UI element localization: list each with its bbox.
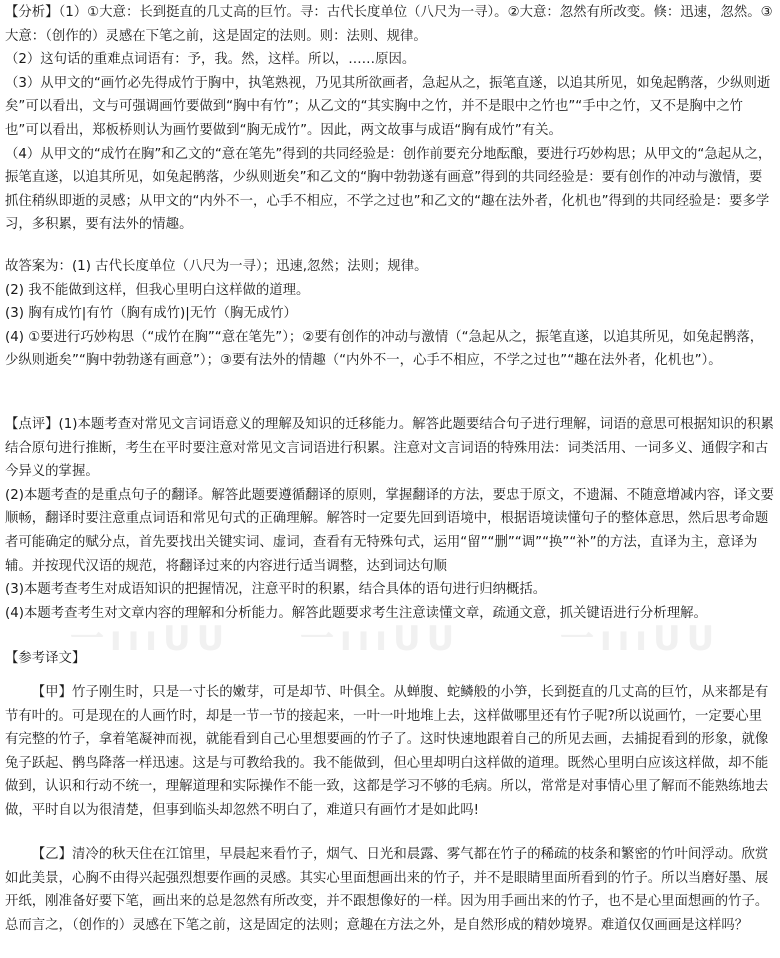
translation-yi-text: 【乙】清冷的秋天住在江馆里，早晨起来看竹子，烟气、日光和晨露、雾气都在竹子的稀疏的枝条和繁密的竹叶间浮动。欣赏如此美景，心胸不由得兴起强烈想要作画的灵感。其实心里面想画出来的竹子，并不是眼睛里面所看到的竹子。所以当磨好墨、展开纸，刚准备好要下笔，画出来的总是忽然有所改变，并不跟想像好的一样。因为用手画出来的竹子，也不是心里面想画的竹子。总而言之，（创作的）灵感在下笔之前，这是固定的法则；意趣在方法之外，是自然形成的精妙境界。难道仅仅画画是这样吗？	[5, 847, 769, 933]
answer-section	[5, 255, 774, 373]
comment-point-3: (3)本题考查考生对成语知识的把握情况，注意平时的积累，结合具体的语句进行归纳概括。	[5, 582, 547, 598]
translation-yi	[5, 843, 774, 937]
translation-heading-text: 【参考译文】	[5, 651, 86, 666]
comment-point-2: (2)本题考查的是重点句子的翻译。解答此题要遵循翻译的原则，掌握翻译的方法，要忠于原文，不遗漏、不随意增减内容，译文要顺畅，翻译时要注意重点词语和常见句式的正确理解。解答时一定要先回到语境中，根据语境读懂句子的整体意思，然后思考命题者可能确定的赋分点，首先要找出关键实词、虚词，查看有无特殊句式，运用“留”“删”“调”“换”“补”的方法，直译为主，意译为辅。并按现代汉语的规范，将翻译过来的内容进行适当调整，达到词达句顺	[5, 487, 774, 574]
analysis-point-1: 【分析】（1）①大意：长到挺直的几丈高的巨竹。寻：古代长度单位（八尺为一寻）。②大意：忽然有所改变。倏：迅速，忽然。③大意：（创作的）灵感在下笔之前，这是固定的法则。则：法则、规律。	[5, 5, 773, 44]
analysis-point-4: （4）从甲文的“成竹在胸”和乙文的“意在笔先”得到的共同经验是：创作前要充分地酝酿，要进行巧妙构思；从甲文的“急起从之，振笔直遂，以追其所见，如兔起鹘落，少纵则逝矣”和乙文的“胸中勃勃遂有画意”得到的共同经验是：要有创作的冲动与激情，要抓住稍纵即逝的灵感；从甲文的“内外不一，心手不相应，不学之过也”和乙文的“趣在法外者，化机也”得到的共同经验是：要多学习，多积累，要有法外的情趣。	[5, 146, 772, 233]
analysis-point-3: （3）从甲文的“画竹必先得成竹于胸中，执笔熟视，乃见其所欲画者，急起从之，振笔直遂，以追其所见，如兔起鹘落，少纵则逝矣”可以看出，文与可强调画竹要做到“胸中有竹”；从乙文的“其实胸中之竹，并不是眼中之竹也”“手中之竹，又不是胸中之竹也”可以看出，郑板桥则认为画竹要做到“胸无成竹”。因此，两文故事与成语“胸有成竹”有关。	[5, 75, 771, 138]
translation-jia-text: 【甲】竹子刚生时，只是一寸长的嫩芽，可是却节、叶俱全。从蝉腹、蛇鳞般的小笋，长到挺直的几丈高的巨竹，从来都是有节有叶的。可是现在的人画竹时，却是一节一节的接起来，一叶一叶地堆上去，这样做哪里还有竹子呢?所以说画竹，一定要心里有完整的竹子，拿着笔凝神而视，就能看到自己心里想要画的竹子了。这时快速地跟着自己的所见去画，去捕捉看到的形象，就像兔子跃起、鹘鸟降落一样迅速。这是与可教给我的。我不能做到，但心里却明白这样做的道理。既然心里明白应该这样做，却不能做到，认识和行动不统一，理解道理和实际操作不能一致，这都是学习不够的毛病。所以，常常是对事情心里了解而不能熟练地去做，平时自以为很清楚，但事到临头却忽然不明白了，难道只有画竹才是如此吗!	[5, 685, 769, 818]
translation-heading	[5, 647, 774, 671]
watermark-text: 一ıııUU	[560, 619, 721, 659]
comment-point-1: 【点评】(1)本题考查对常见文言词语意义的理解及知识的迁移能力。解答此题要结合句子进行理解，词语的意思可根据知识的积累结合原句进行推断，考生在平时要注意对常见文言词语进行积累。注意对文言词语的特殊用法：词类活用、一词多义、通假字和古今异义的掌握。	[5, 417, 774, 480]
watermark-text: 一ıııUU	[300, 619, 461, 659]
translation-jia	[5, 681, 774, 823]
watermark-text: 一ıııUU	[70, 619, 231, 659]
analysis-point-2: （2）这句话的重难点词语有：予，我。然，这样。所以，……原因。	[5, 52, 416, 68]
answer-line-2: (2) 我不能做到这样，但我心里明白这样做的道理。	[5, 282, 310, 298]
answer-line-3: (3) 胸有成竹|有竹（胸有成竹)|无竹（胸无成竹）	[5, 306, 297, 322]
analysis-section	[5, 1, 774, 237]
answer-line-1: 故答案为：(1) 古代长度单位（八尺为一寻）；迅速,忽然；法则；规律。	[5, 259, 428, 274]
answer-line-4: (4) ①要进行巧妙构思（“成竹在胸”“意在笔先”）；②要有创作的冲动与激情（“急起从之，振笔直遂，以追其所见，如兔起鹘落，少纵则逝矣”“胸中勃勃遂有画意”）；③要有法外的情趣（“内外不一，心手不相应，不学之过也”“趣在法外者，化机也”）。	[5, 329, 764, 369]
comment-section	[5, 413, 774, 625]
comment-point-4: (4)本题考查考生对文章内容的理解和分析能力。解答此题要求考生注意读懂文章，疏通文意，抓关键语进行分析理解。	[5, 605, 707, 621]
